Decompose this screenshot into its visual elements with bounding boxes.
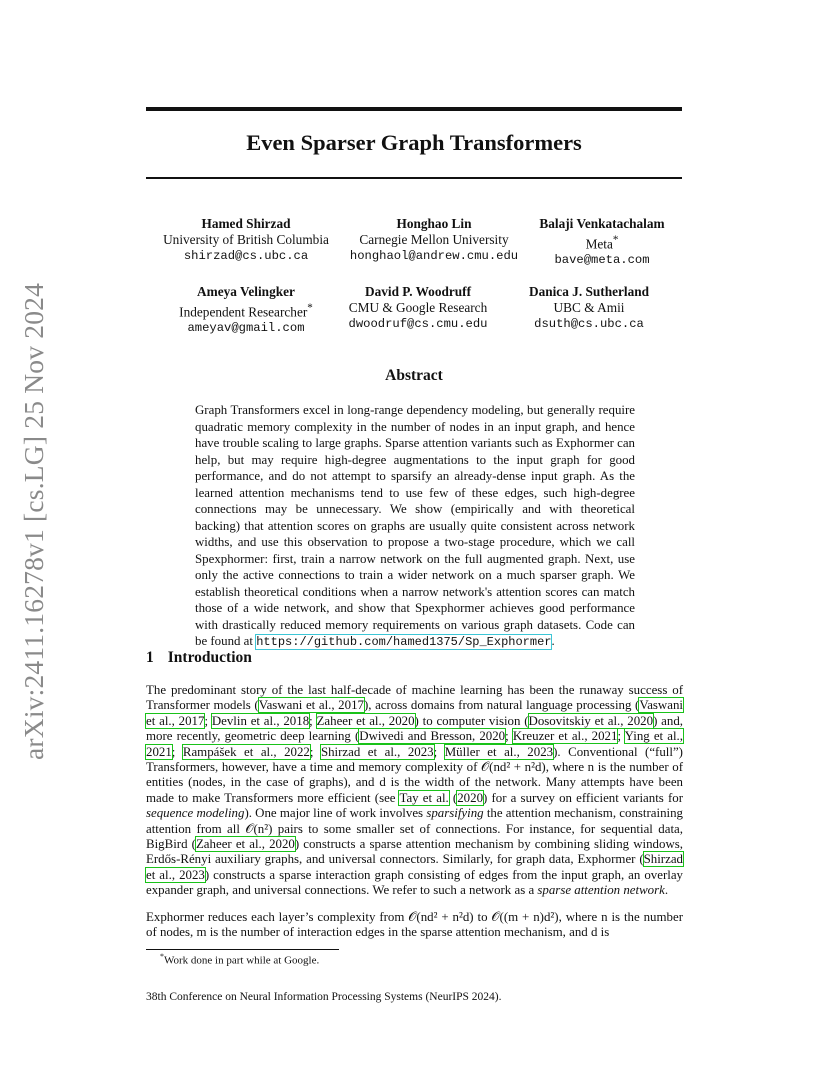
citation-link[interactable]: Shirzad et al., 2023 xyxy=(320,744,434,759)
title-top-rule xyxy=(146,107,682,111)
intro-paragraph-2: Exphormer reduces each layer’s complexity from 𝒪(nd² + n²d) to 𝒪((m + n)d²), where n is the number of nodes, m is the number of interaction edges in the sparse attention mechanism, and d is xyxy=(146,910,683,940)
author-name: Hamed Shirzad xyxy=(201,216,291,231)
arxiv-identifier: arXiv:2411.16278v1 [cs.LG] 25 Nov 2024 xyxy=(18,282,49,760)
author-block xyxy=(318,284,518,332)
author-block xyxy=(146,284,346,336)
citation-link[interactable]: Vaswani et al., 2017 xyxy=(258,698,364,713)
citation-link[interactable]: Müller et al., 2023 xyxy=(444,744,554,759)
author-name: Honghao Lin xyxy=(396,216,472,231)
citation-link[interactable]: Shirzad et al., 2023 xyxy=(146,852,683,882)
section-number: 1 xyxy=(146,649,154,666)
abstract-heading: Abstract xyxy=(385,367,443,384)
author-email[interactable]: dsuth@cs.ubc.ca xyxy=(534,317,644,331)
author-name: Ameya Velingker xyxy=(197,284,295,299)
footnote: *Work done in part while at Google. xyxy=(160,952,320,967)
citation-link[interactable]: Dosovitskiy et al., 2020 xyxy=(528,713,654,728)
author-affiliation: CMU & Google Research xyxy=(348,300,488,315)
citation-link[interactable]: Dwivedi and Bresson, 2020 xyxy=(359,729,506,744)
author-block xyxy=(146,216,346,264)
citation-link[interactable]: Tay et al. xyxy=(399,790,449,805)
citation-link[interactable]: Zaheer et al., 2020 xyxy=(195,837,295,852)
author-email[interactable]: ameyav@gmail.com xyxy=(187,321,305,336)
footnote-mark: * xyxy=(612,234,619,246)
section-heading xyxy=(146,649,252,667)
author-name: Danica J. Sutherland xyxy=(528,284,650,299)
author-affiliation: University of British Columbia xyxy=(163,232,329,247)
citation-link[interactable]: Devlin et al., 2018 xyxy=(211,713,310,728)
conference-note: 38th Conference on Neural Information Processing Systems (NeurIPS 2024). xyxy=(146,991,502,1003)
author-block xyxy=(489,284,689,332)
intro-paragraph: The predominant story of the last half-decade of machine learning has been the runaway success of Transformer models (Vaswani et al., 2017), across domains from natural language processing (Vaswani et al., 2017; Devlin et al., 2018; Zaheer et al., 2020) to computer vision (Dosovitskiy et al., 2020) and, more recently, geometric deep learning (Dwivedi and Bresson, 2020; Kreuzer et al., 2021; Ying et al., 2021; Rampášek et al., 2022; Shirzad et al., 2023; Müller et al., 2023). Conventional (“full”) Transformers, however, have a time and memory complexity of 𝒪(nd² + n²d), where n is the number of entities (nodes, in the case of graphs), and d is the width of the network. Many attempts have been made to make Transformers more efficient (see Tay et al. (2020) for a survey on efficient variants for sequence modeling). One major line of work involves sparsifying the attention mechanism, constraining attention from all 𝒪(n²) pairs to some smaller set of connections. For instance, for sequential data, BigBird (Zaheer et al., 2020) constructs a sparse attention mechanism by combining sliding windows, Erdős-Rényi auxiliary graphs, and universal connectors. Similarly, for graph data, Exphormer (Shirzad et al., 2023) constructs a sparse interaction graph consisting of edges from the input graph, an overlay expander graph, and universal connections. We refer to such a network as a sparse attention network. xyxy=(146,683,684,898)
author-email[interactable]: bave@meta.com xyxy=(554,253,650,268)
footnote-mark: * xyxy=(307,302,313,314)
citation-link[interactable]: Zaheer et al., 2020 xyxy=(316,713,415,728)
author-email[interactable]: honghaol@andrew.cmu.edu xyxy=(349,249,519,263)
author-affiliation: Carnegie Mellon University xyxy=(359,232,509,247)
code-link[interactable]: https://github.com/hamed1375/Sp_Exphormer xyxy=(256,635,552,649)
author-email[interactable]: dwoodruf@cs.cmu.edu xyxy=(348,317,488,331)
author-affiliation: Independent Researcher* xyxy=(179,302,313,320)
citation-link[interactable]: Rampášek et al., 2022 xyxy=(182,744,310,759)
paper-title: Even Sparser Graph Transformers xyxy=(246,130,582,155)
footnote-mark: * xyxy=(160,952,164,961)
citation-link[interactable]: Ying et al., 2021 xyxy=(146,729,683,759)
author-affiliation: Meta* xyxy=(585,234,619,252)
author-block xyxy=(502,216,702,268)
section-title: Introduction xyxy=(167,649,252,666)
title-bottom-rule xyxy=(146,177,682,179)
abstract-text: Graph Transformers excel in long-range dependency modeling, but generally require quadratic memory complexity in the number of nodes in an input graph, and hence have trouble scaling to large graphs. Sparse attention variants such as Exphormer can help, but may require high-degree augmentations to the input graph for good performance, and do not attempt to sparsify an already-dense input graph. As the learned attention mechanisms tend to use few of these edges, such high-degree connections may be unnecessary. We show (empirically and with theoretical backing) that attention scores on graphs are usually quite consistent across network widths, and use this observation to propose a two-stage procedure, which we call Spexphormer: first, train a narrow network on the full augmented graph. Next, use only the active connections to train a wider network on a much sparser graph. We establish theoretical conditions when a narrow network's attention scores can match those of a wide network, and show that Spexphormer achieves good performance with drastically reduced memory requirements on various graph datasets. Code can be found at https://github.com/hamed1375/Sp_Exphormer. xyxy=(195,403,635,649)
author-email[interactable]: shirzad@cs.ubc.ca xyxy=(183,249,309,263)
citation-link[interactable]: 2020 xyxy=(457,790,484,805)
footnote-rule xyxy=(146,949,339,950)
author-name: David P. Woodruff xyxy=(364,284,472,299)
author-affiliation: UBC & Amii xyxy=(553,300,625,315)
citation-link[interactable]: Vaswani et al., 2017 xyxy=(146,698,683,728)
citation-link[interactable]: Kreuzer et al., 2021 xyxy=(512,729,618,744)
author-name: Balaji Venkatachalam xyxy=(539,216,665,231)
